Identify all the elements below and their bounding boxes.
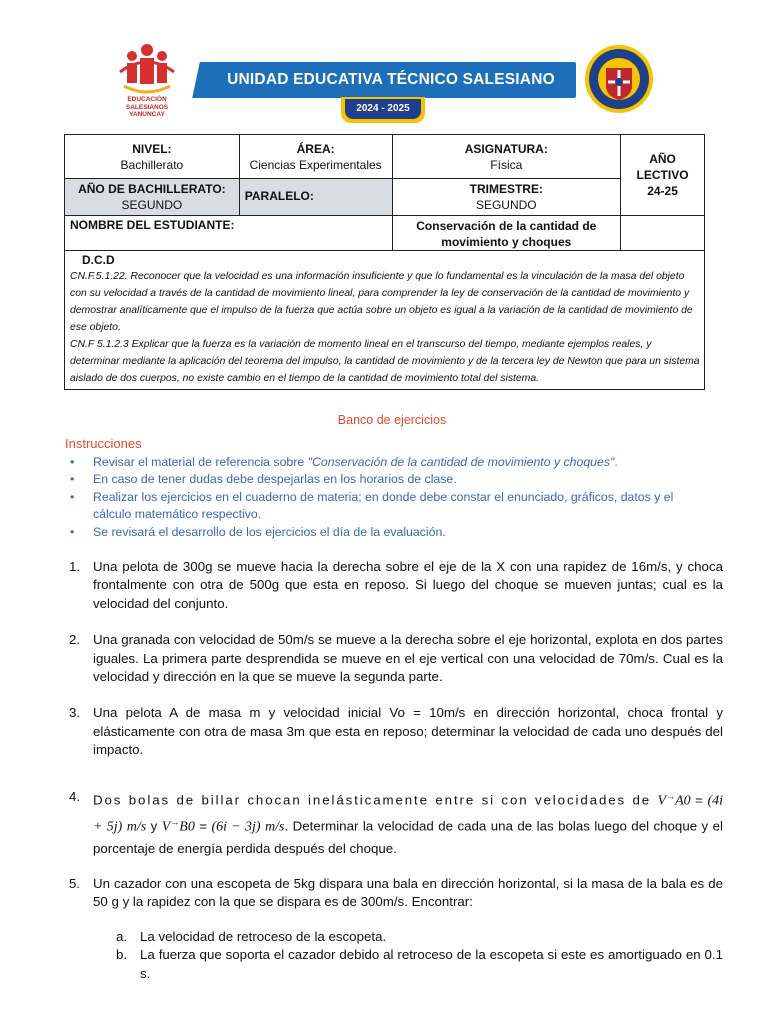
trimestre-value: SEGUNDO <box>475 198 537 212</box>
instruction-text: Se revisará el desarrollo de los ejercicios el día de la evaluación. <box>93 524 446 539</box>
estudiante-cell <box>65 216 393 251</box>
sub-question-item <box>93 946 723 983</box>
dcd-text-2: CN.F 5.1.2.3 Explicar que la fuerza es la variación de momento lineal en el transcurso del tiempo, mediante ejemplos reales, y determinar mediante la aplicación del teorema del impulso, la cantidad de movimiento y de la tercera ley de Newton que para un sistema aislado de dos cuerpos, no existe cambio en el tiempo de la cantidad de movimiento total del sistema. <box>70 339 700 384</box>
trimestre-label: TRIMESTRE: <box>469 182 543 196</box>
paralelo-cell <box>239 179 392 216</box>
velocity-b-symbol: V <box>161 819 171 834</box>
section-title: Banco de ejercicios <box>337 413 447 427</box>
instruction-text: Realizar los ejercicios en el cuaderno de materia; en donde debe constar el enunciado, gráficos, datos y el cálculo matemático respectivo. <box>93 489 674 522</box>
area-label: ÁREA: <box>296 142 335 156</box>
asignatura-label: ASIGNATURA: <box>464 142 548 156</box>
empty-cell <box>621 216 705 251</box>
sub-question-letter: b. <box>116 947 128 963</box>
sub-question-text: La fuerza que soporta el cazador debido al retroceso de la escopeta si este es amortiguado en 0.1 s. <box>140 947 723 981</box>
vector-arrow-icon: → <box>170 816 180 827</box>
area-cell <box>239 135 392 179</box>
exercise-text: Una granada con velocidad de 50m/s se mueve a la derecha sobre el eje horizontal, explota en dos partes iguales. La primera parte desprendida se mueve en el eje vertical con una velocidad de 70m/s. Cual es la velocidad y dirección en la que se mueve la segunda parte. <box>93 632 723 685</box>
exercise-text: Un cazador con una escopeta de 5kg dispara una bala en dirección horizontal, si la masa de la bala es de 50 g y la rapidez con la que se dispara es de 300m/s. Encontrar: <box>93 876 723 910</box>
instructions-list <box>65 454 705 541</box>
exercise-text: Dos bolas de billar chocan inelásticamente entre si con velocidades de <box>93 792 658 808</box>
instruction-item <box>65 454 705 471</box>
asignatura-value: Física <box>490 158 523 172</box>
velocity-b-unit: m/s <box>265 819 285 834</box>
trimestre-cell <box>392 179 621 216</box>
velocity-a-unit: m/s <box>126 819 147 834</box>
exercise-number: 5. <box>69 876 81 891</box>
exercise-number: 1. <box>69 559 81 574</box>
anio-bach-cell <box>65 179 240 216</box>
paralelo-label: PARALELO: <box>244 189 314 203</box>
anio-bach-value: SEGUNDO <box>121 198 183 212</box>
anio-lectivo-line1: AÑO <box>649 152 676 166</box>
exercise-item <box>65 786 723 859</box>
velocity-a-vector: (4i + 5j) <box>93 793 723 834</box>
tema-value: Conservación de la cantidad de movimiento y choques <box>416 219 597 249</box>
equals-sign: = <box>194 818 212 833</box>
velocity-b-subscript: B0 <box>179 819 195 834</box>
exercise-number: 2. <box>69 632 81 648</box>
nivel-cell <box>65 135 240 179</box>
tema-cell <box>392 216 621 251</box>
sub-question-item <box>93 928 723 946</box>
dcd-title: D.C.D <box>82 253 115 267</box>
school-crest-icon <box>584 44 654 114</box>
salesianos-logo <box>114 40 180 120</box>
instructions-title: Instrucciones <box>65 436 142 451</box>
instruction-emphasis: "Conservación de la cantidad de movimiento y choques" <box>307 455 615 469</box>
instruction-item <box>65 524 705 541</box>
school-year: 2024 - 2025 <box>345 99 421 119</box>
sub-question-text: La velocidad de retroceso de la escopeta. <box>140 928 387 944</box>
exercise-item <box>65 631 723 686</box>
exercise-number: 4. <box>69 788 81 804</box>
logo-text: SALESIANOS YANUNCAY <box>125 104 169 119</box>
velocity-b-vector: (6i − 3j) <box>211 819 261 834</box>
exercise-text: Una pelota de 300g se mueve hacia la derecha sobre el eje de la X con una rapidez de 16m/s, y choca frontalmente con otra de 500g que esta en reposo. Si luego del choque se mueven juntas; cual es la velocidad del conjunto. <box>93 559 723 611</box>
dcd-cell <box>65 251 705 390</box>
asignatura-cell <box>392 135 621 179</box>
estudiante-label: NOMBRE DEL ESTUDIANTE: <box>70 218 235 232</box>
area-value: Ciencias Experimentales <box>249 158 382 172</box>
instruction-item <box>65 471 705 488</box>
exercise-item <box>65 704 723 759</box>
anio-lectivo-line2: LECTIVO <box>636 168 689 182</box>
anio-bach-label: AÑO DE BACHILLERATO: <box>78 182 226 196</box>
conjunction: y <box>146 818 162 833</box>
dcd-text-1: CN.F.5.1.22. Reconocer que la velocidad es una información insuficiente y que lo fundamental es la vinculación de la masa del objeto con su velocidad a través de la cantidad de movimiento lineal, para comprender la ley de conservación de la cantidad de movimiento y demostrar analíticamente que el impulso de la fuerza que actúa sobre un objeto es igual a la variación de la cantidad de movimiento de ese objeto. <box>70 271 693 333</box>
exercise-text: Una pelota A de masa m y velocidad inicial Vo = 10m/s en dirección horizontal, choca frontal y elásticamente con otra de masa 3m que esta en reposo; determinar la velocidad de cada uno después del impacto. <box>93 705 723 758</box>
anio-lectivo-cell <box>621 135 705 216</box>
school-year-badge <box>341 97 425 123</box>
vector-arrow-icon: → <box>666 790 676 801</box>
instruction-text: Revisar el material de referencia sobre <box>93 455 308 469</box>
logo-top-text: EDUCACIÓN <box>127 96 167 103</box>
exercise-item <box>65 558 723 613</box>
exercise-list <box>65 558 723 983</box>
page-header <box>0 0 768 130</box>
sub-question-list <box>93 928 723 983</box>
nivel-label: NIVEL: <box>132 142 172 156</box>
people-logo-icon <box>118 42 176 96</box>
exercise-number: 3. <box>69 705 81 721</box>
velocity-a-subscript: A0 <box>675 793 691 809</box>
info-table <box>64 134 705 390</box>
velocity-a-symbol: V <box>657 793 667 809</box>
equals-sign: = <box>690 792 708 808</box>
instruction-text-end: . <box>614 455 618 469</box>
anio-lectivo-value: 24-25 <box>647 184 678 198</box>
exercise-item <box>65 875 723 983</box>
school-banner <box>206 62 576 98</box>
school-name: UNIDAD EDUCATIVA TÉCNICO SALESIANO <box>227 71 555 88</box>
instruction-text: En caso de tener dudas debe despejarlas en los horarios de clase. <box>93 472 457 487</box>
nivel-value: Bachillerato <box>120 158 184 172</box>
exercise-text-end: . Determinar la velocidad de cada una de las bolas luego del choque y el porcentaje de energía perdida después del choque. <box>93 818 724 856</box>
instruction-item <box>65 489 705 524</box>
sub-question-letter: a. <box>116 928 128 944</box>
